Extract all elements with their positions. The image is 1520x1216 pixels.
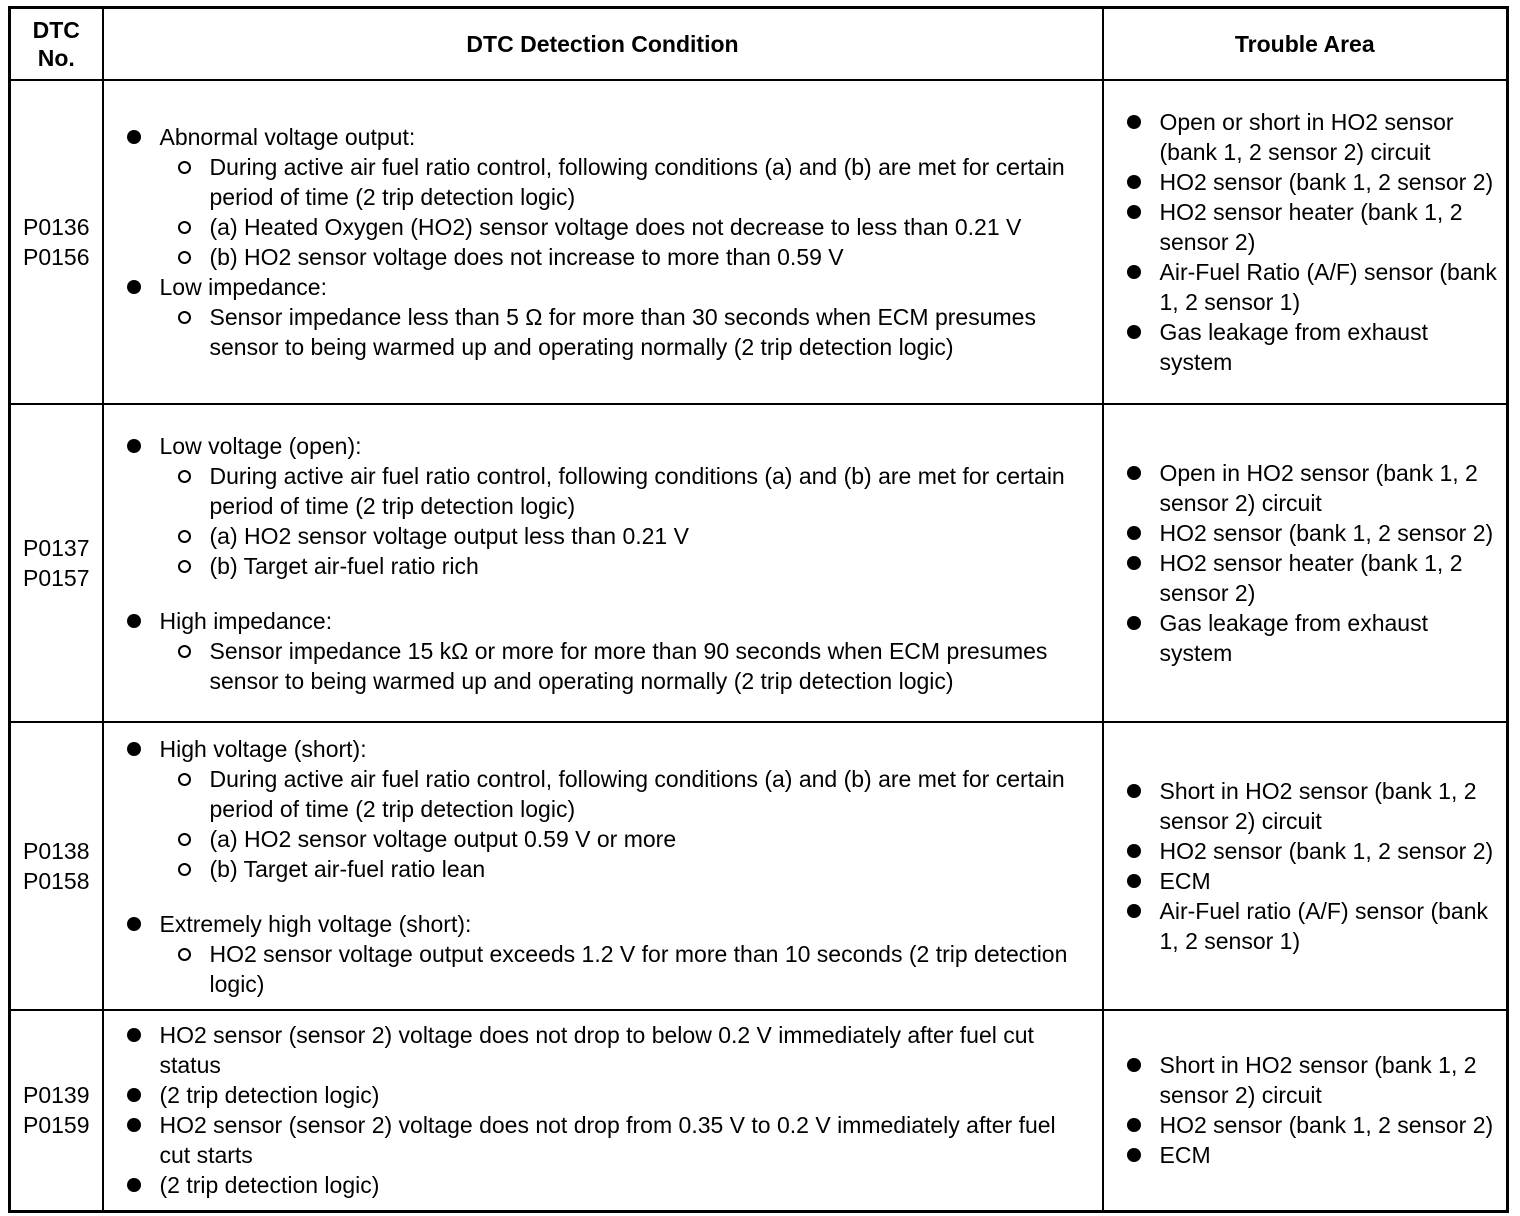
circle-bullet-icon	[178, 251, 191, 264]
table-row	[10, 404, 1508, 722]
circle-bullet-icon	[178, 221, 191, 234]
condition-item: High voltage (short): During active air fuel ratio control, following conditions (a) and (b) are met for certain period of time (2 trip detection logic) (a) HO2 sensor voltage output 0.59 V or more (b) Target air-fuel ratio lean	[124, 734, 1090, 884]
bullet-icon	[127, 1028, 141, 1042]
dtc-code-cell	[10, 722, 103, 1010]
bullet-icon	[1127, 874, 1141, 888]
condition-cell	[103, 404, 1103, 722]
condition-item: (2 trip detection logic)	[124, 1170, 1090, 1200]
bullet-icon	[127, 439, 141, 453]
trouble-item: Gas leakage from exhaust system	[1124, 608, 1499, 668]
sub-condition-item: (a) HO2 sensor voltage output 0.59 V or more	[160, 824, 1090, 854]
bullet-icon	[1127, 616, 1141, 630]
bullet-icon	[127, 1178, 141, 1192]
dtc-code: P0136	[22, 214, 90, 240]
circle-bullet-icon	[178, 560, 191, 573]
dtc-code: P0139	[22, 1082, 90, 1109]
table-row	[10, 722, 1508, 1010]
sub-condition-item: Sensor impedance less than 5 Ω for more than 30 seconds when ECM presumes sensor to being warmed up and operating normally (2 trip detection logic)	[160, 302, 1090, 362]
bullet-icon	[1127, 1058, 1141, 1072]
condition-item: Low impedance: Sensor impedance less than 5 Ω for more than 30 seconds when ECM presumes sensor to being warmed up and operating normally (2 trip detection logic)	[124, 272, 1090, 362]
sub-condition-item: During active air fuel ratio control, following conditions (a) and (b) are met for certain period of time (2 trip detection logic)	[160, 764, 1090, 824]
header-trouble-area: Trouble Area	[1103, 8, 1508, 81]
circle-bullet-icon	[178, 161, 191, 174]
condition-item: (2 trip detection logic)	[124, 1080, 1090, 1110]
trouble-item: Short in HO2 sensor (bank 1, 2 sensor 2) circuit	[1124, 776, 1499, 836]
header-row	[10, 8, 1508, 81]
circle-bullet-icon	[178, 948, 191, 961]
dtc-table	[8, 6, 1509, 1213]
dtc-code: P0156	[22, 244, 90, 270]
bullet-icon	[1127, 1118, 1141, 1132]
bullet-icon	[1127, 526, 1141, 540]
bullet-icon	[1127, 844, 1141, 858]
bullet-icon	[1127, 265, 1141, 279]
sub-condition-item: (a) HO2 sensor voltage output less than 0.21 V	[160, 521, 1090, 551]
circle-bullet-icon	[178, 833, 191, 846]
sub-condition-item: (a) Heated Oxygen (HO2) sensor voltage does not decrease to less than 0.21 V	[160, 212, 1090, 242]
trouble-item: HO2 sensor (bank 1, 2 sensor 2)	[1124, 518, 1499, 548]
circle-bullet-icon	[178, 773, 191, 786]
trouble-area-cell	[1103, 722, 1508, 1010]
bullet-icon	[127, 1118, 141, 1132]
trouble-item: HO2 sensor (bank 1, 2 sensor 2)	[1124, 1110, 1499, 1140]
bullet-icon	[1127, 115, 1141, 129]
bullet-icon	[127, 742, 141, 756]
bullet-icon	[1127, 1148, 1141, 1162]
condition-item: Abnormal voltage output: During active air fuel ratio control, following conditions (a) and (b) are met for certain period of time (2 trip detection logic) (a) Heated Oxygen (HO2) sensor voltage does not decrease to less than 0.21 V (b) HO2 sensor voltage does not increase to more than 0.59 V	[124, 122, 1090, 272]
trouble-item: Air-Fuel ratio (A/F) sensor (bank 1, 2 sensor 1)	[1124, 896, 1499, 956]
bullet-icon	[1127, 205, 1141, 219]
trouble-area-cell	[1103, 1010, 1508, 1211]
dtc-code-cell	[10, 80, 103, 404]
dtc-code: P0138	[22, 838, 90, 864]
table-row	[10, 80, 1508, 404]
condition-item: Extremely high voltage (short): HO2 sensor voltage output exceeds 1.2 V for more than 10 seconds (2 trip detection logic)	[124, 909, 1090, 999]
trouble-item: Open in HO2 sensor (bank 1, 2 sensor 2) circuit	[1124, 458, 1499, 518]
bullet-icon	[1127, 904, 1141, 918]
circle-bullet-icon	[178, 470, 191, 483]
dtc-code: P0159	[22, 1112, 90, 1139]
dtc-code: P0158	[22, 868, 90, 894]
trouble-item: Air-Fuel Ratio (A/F) sensor (bank 1, 2 sensor 1)	[1124, 257, 1499, 317]
trouble-item: ECM	[1124, 866, 1499, 896]
bullet-icon	[127, 614, 141, 628]
sub-condition-item: (b) Target air-fuel ratio lean	[160, 854, 1090, 884]
sub-condition-item: Sensor impedance 15 kΩ or more for more than 90 seconds when ECM presumes sensor to being warmed up and operating normally (2 trip detection logic)	[160, 636, 1090, 696]
condition-item: High impedance: Sensor impedance 15 kΩ or more for more than 90 seconds when ECM presumes sensor to being warmed up and operating normally (2 trip detection logic)	[124, 606, 1090, 696]
trouble-item: HO2 sensor heater (bank 1, 2 sensor 2)	[1124, 548, 1499, 608]
condition-item: Low voltage (open): During active air fuel ratio control, following conditions (a) and (b) are met for certain period of time (2 trip detection logic) (a) HO2 sensor voltage output less than 0.21 V (b) Target air-fuel ratio rich	[124, 431, 1090, 581]
bullet-icon	[127, 280, 141, 294]
bullet-icon	[1127, 175, 1141, 189]
sub-condition-item: During active air fuel ratio control, following conditions (a) and (b) are met for certain period of time (2 trip detection logic)	[160, 461, 1090, 521]
condition-item: HO2 sensor (sensor 2) voltage does not drop from 0.35 V to 0.2 V immediately after fuel cut starts	[124, 1110, 1090, 1170]
sub-condition-item: HO2 sensor voltage output exceeds 1.2 V for more than 10 seconds (2 trip detection logic)	[160, 939, 1090, 999]
condition-cell	[103, 722, 1103, 1010]
dtc-code: P0137	[22, 535, 90, 561]
condition-cell	[103, 1010, 1103, 1211]
header-condition: DTC Detection Condition	[103, 8, 1103, 81]
dtc-code-cell	[10, 404, 103, 722]
condition-cell	[103, 80, 1103, 404]
dtc-code: P0157	[22, 565, 90, 591]
table-row	[10, 1010, 1508, 1211]
trouble-area-cell	[1103, 80, 1508, 404]
bullet-icon	[1127, 466, 1141, 480]
header-dtc-no: DTC No.	[10, 8, 103, 81]
circle-bullet-icon	[178, 530, 191, 543]
trouble-item: HO2 sensor (bank 1, 2 sensor 2)	[1124, 167, 1499, 197]
circle-bullet-icon	[178, 311, 191, 324]
trouble-item: HO2 sensor (bank 1, 2 sensor 2)	[1124, 836, 1499, 866]
bullet-icon	[127, 917, 141, 931]
bullet-icon	[1127, 556, 1141, 570]
dtc-code-cell	[10, 1010, 103, 1211]
trouble-item: Short in HO2 sensor (bank 1, 2 sensor 2) circuit	[1124, 1050, 1499, 1110]
sub-condition-item: During active air fuel ratio control, following conditions (a) and (b) are met for certain period of time (2 trip detection logic)	[160, 152, 1090, 212]
trouble-item: Gas leakage from exhaust system	[1124, 317, 1499, 377]
trouble-area-cell	[1103, 404, 1508, 722]
circle-bullet-icon	[178, 863, 191, 876]
trouble-item: HO2 sensor heater (bank 1, 2 sensor 2)	[1124, 197, 1499, 257]
trouble-item: ECM	[1124, 1140, 1499, 1170]
sub-condition-item: (b) Target air-fuel ratio rich	[160, 551, 1090, 581]
bullet-icon	[127, 130, 141, 144]
bullet-icon	[127, 1088, 141, 1102]
circle-bullet-icon	[178, 645, 191, 658]
trouble-item: Open or short in HO2 sensor (bank 1, 2 sensor 2) circuit	[1124, 107, 1499, 167]
bullet-icon	[1127, 325, 1141, 339]
condition-item: HO2 sensor (sensor 2) voltage does not drop to below 0.2 V immediately after fuel cut status	[124, 1020, 1090, 1080]
bullet-icon	[1127, 784, 1141, 798]
sub-condition-item: (b) HO2 sensor voltage does not increase to more than 0.59 V	[160, 242, 1090, 272]
